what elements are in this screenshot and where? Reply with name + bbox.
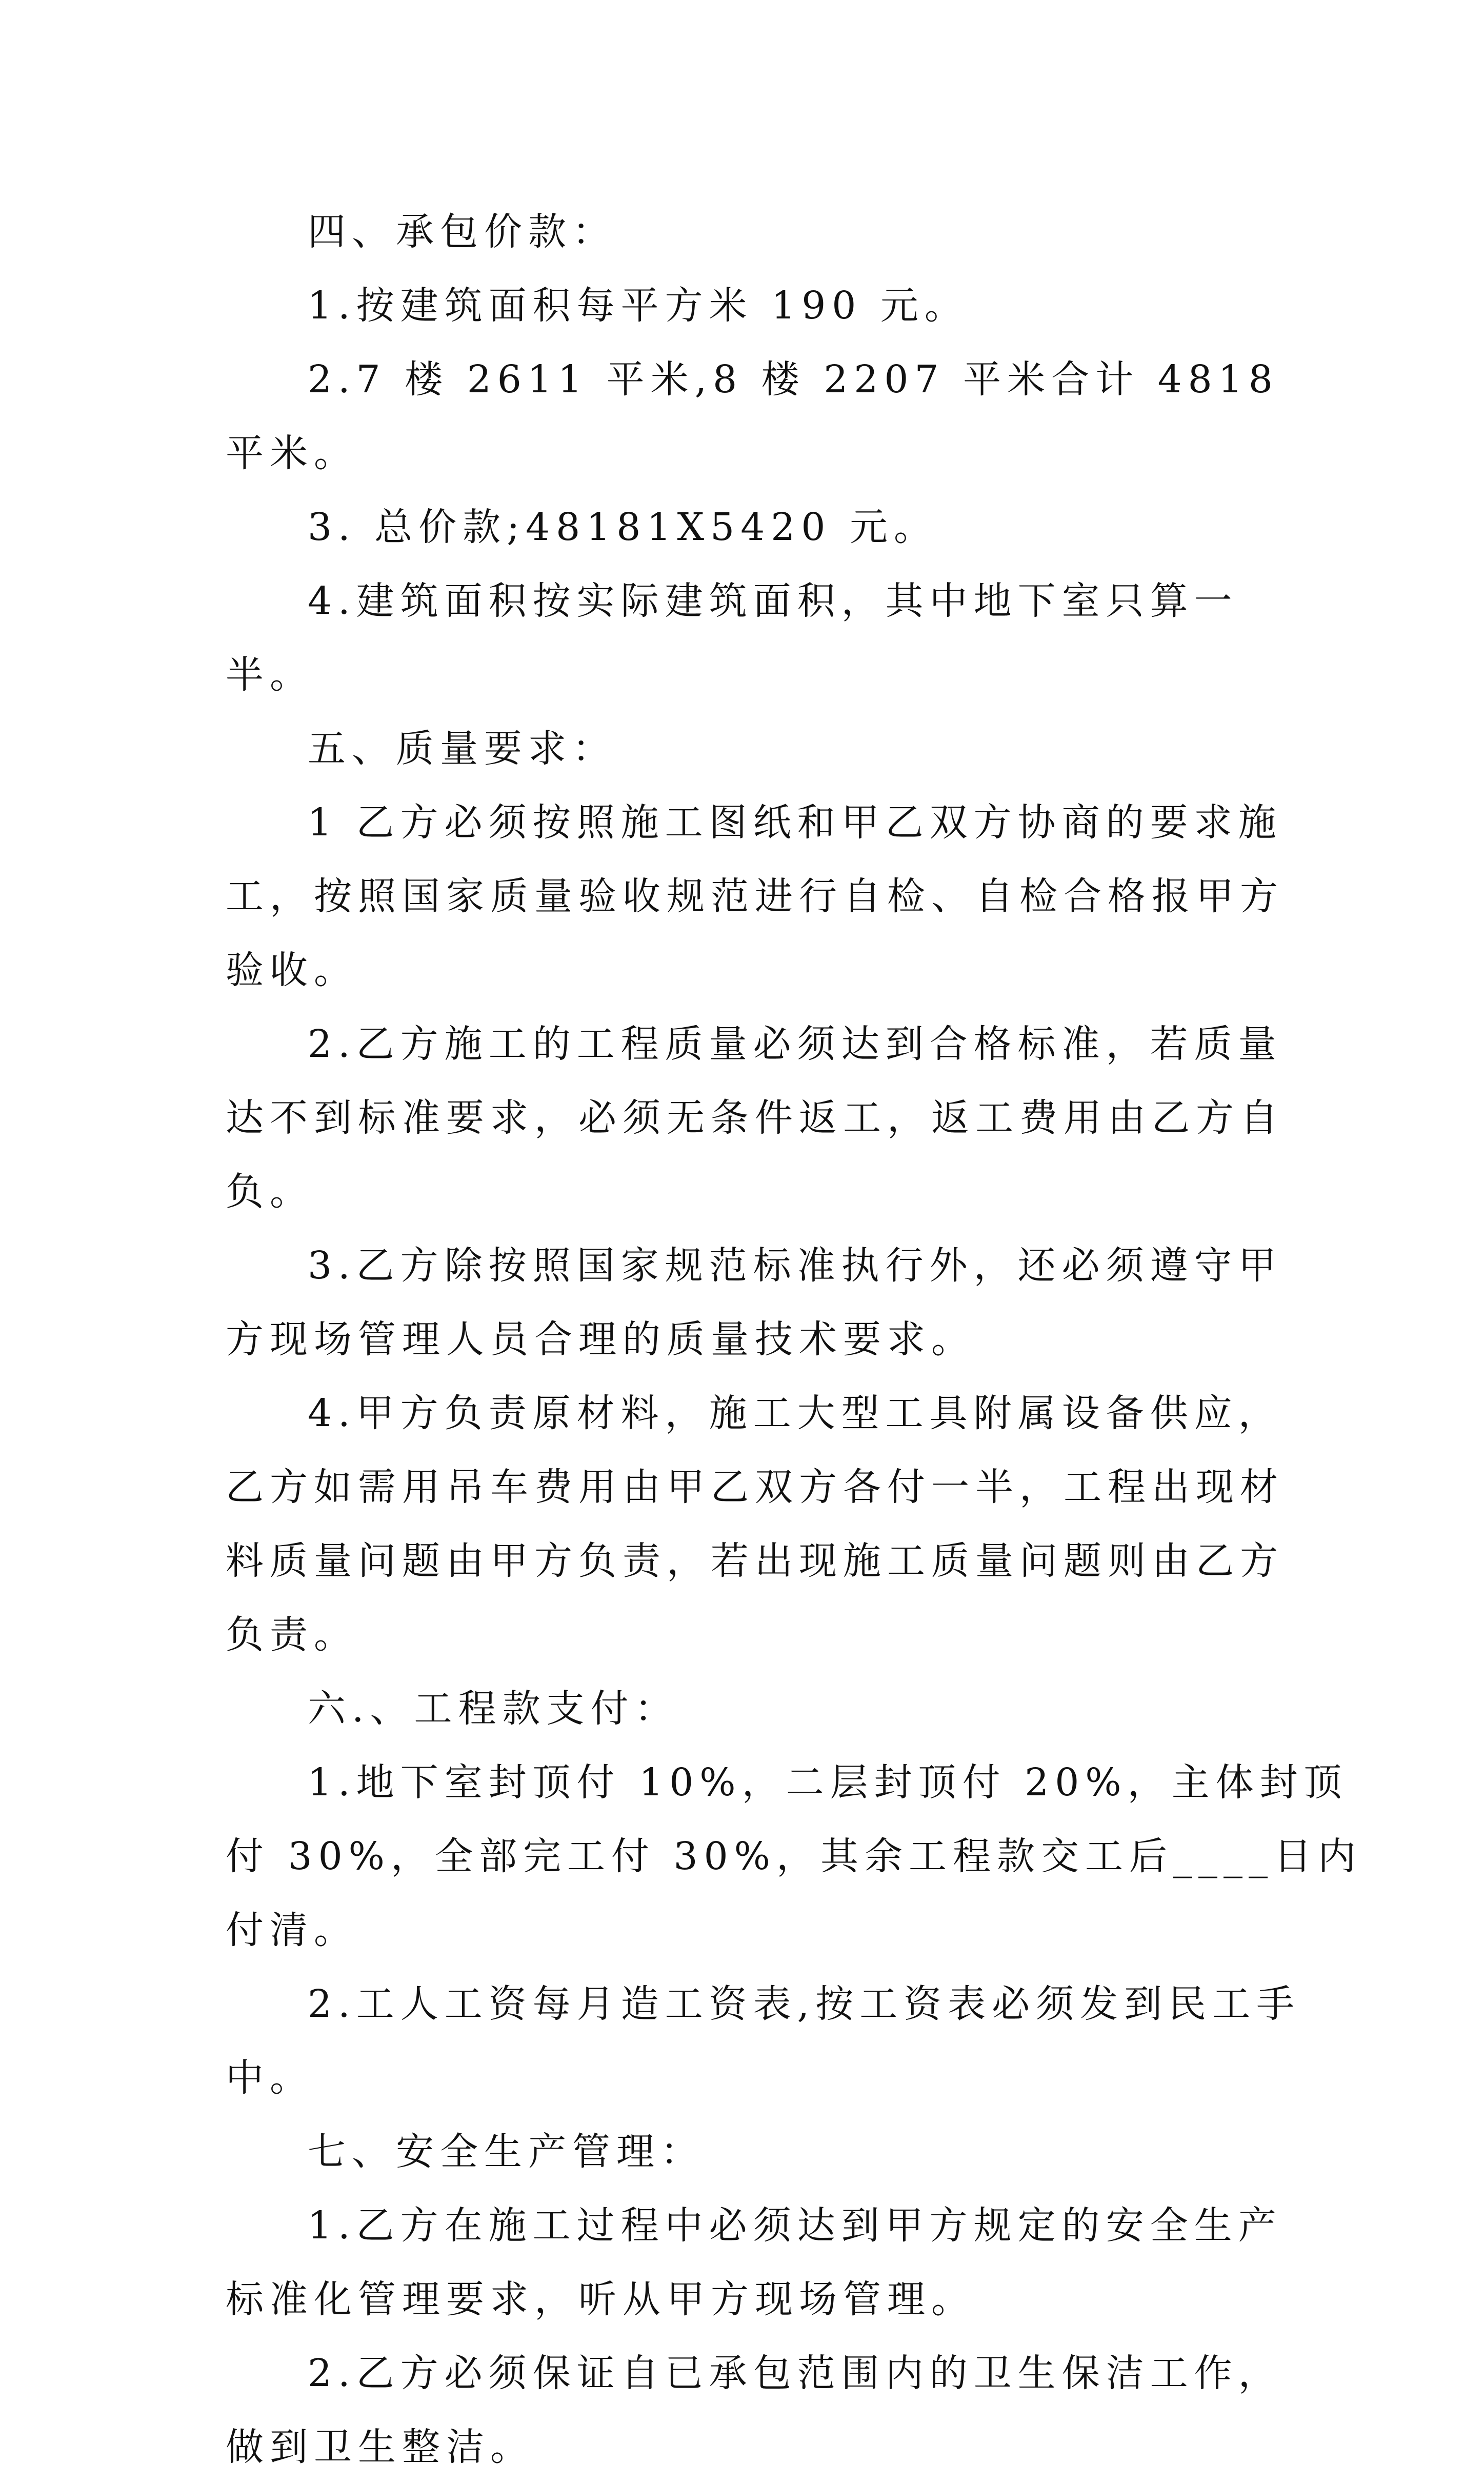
quality-item-3: 3.乙方除按照国家规范标准执行外，还必须遵守甲方现场管理人员合理的质量技术要求。 bbox=[226, 1244, 1282, 1361]
payment-item-2: 2.工人工资每月造工资表,按工资表必须发到民工手中。 bbox=[226, 1982, 1301, 2100]
quality-item-2: 2.乙方施工的工程质量必须达到合格标准，若质量达不到标准要求，必须无条件返工，返工费用由乙方自负。 bbox=[226, 1022, 1284, 1214]
section-heading-quality: 五、质量要求： bbox=[308, 727, 616, 771]
safety-item-2: 2.乙方必须保证自已承包范围内的卫生保洁工作，做到卫生整洁。 bbox=[226, 2351, 1282, 2469]
price-item-3: 3. 总价款;48181X5420 元。 bbox=[308, 505, 938, 549]
document-body bbox=[226, 195, 1362, 2484]
price-item-4: 4.建筑面积按实际建筑面积，其中地下室只算一半。 bbox=[226, 579, 1238, 697]
section-heading-contract-price: 四、承包价款： bbox=[308, 210, 616, 254]
section-heading-payment: 六.、工程款支付： bbox=[308, 1687, 679, 1731]
section-heading-safety: 七、安全生产管理： bbox=[308, 2130, 705, 2174]
quality-item-1: 1 乙方必须按照施工图纸和甲乙双方协商的要求施工，按照国家质量验收规范进行自检、自检合格报甲方验收。 bbox=[226, 800, 1284, 992]
payment-item-1: 1.地下室封顶付 10%，二层封顶付 20%，主体封顶付 30%，全部完工付 30%，其余工程款交工后____日内付清。 bbox=[226, 1760, 1362, 1952]
price-item-2: 2.7 楼 2611 平米,8 楼 2207 平米合计 4818 平米。 bbox=[226, 357, 1279, 475]
price-item-1: 1.按建筑面积每平方米 190 元。 bbox=[308, 284, 969, 328]
quality-item-4: 4.甲方负责原材料，施工大型工具附属设备供应，乙方如需用吊车费用由甲乙双方各付一半，工程出现材料质量问题由甲方负责，若出现施工质量问题则由乙方负责。 bbox=[226, 1391, 1284, 1657]
safety-item-1: 1.乙方在施工过程中必须达到甲方规定的安全生产标准化管理要求，听从甲方现场管理。 bbox=[226, 2203, 1282, 2321]
